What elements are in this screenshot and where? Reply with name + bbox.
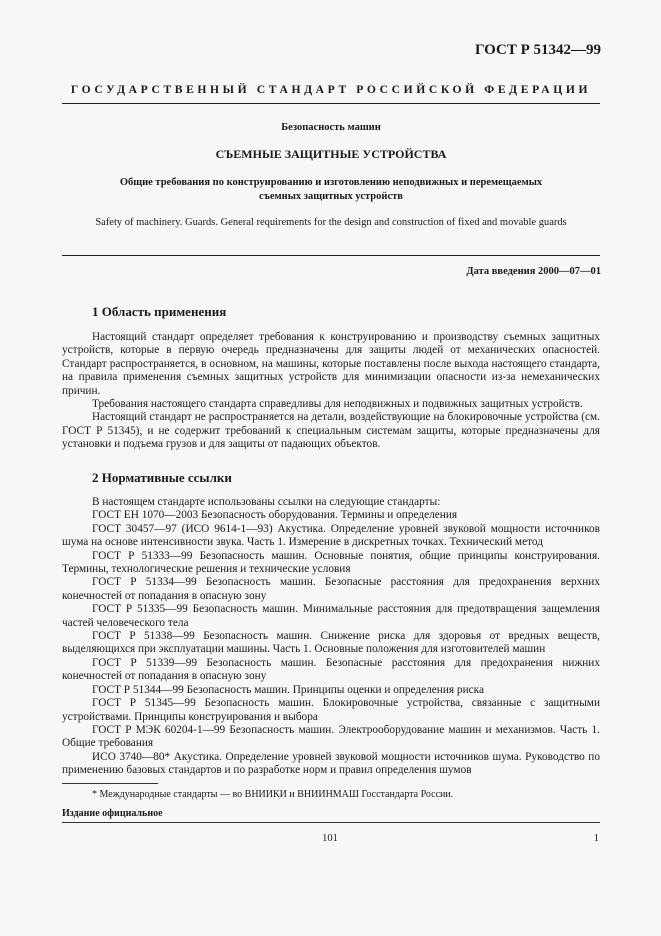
paragraph: Настоящий стандарт определяет требования к конструированию и производству съемных защитных устройств, которые в первую очередь предназначены для защиты людей от механических опасностей. Стандарт распространяется, в основном, на машины, которые поставлены после выхода настоящего стандарта, на правила применения съемных защитных устройств для минимизации опасности из-за немеханических причин.	[62, 331, 600, 397]
section-1-body	[62, 331, 600, 452]
paragraph: Настоящий стандарт не распространяется на детали, воздействующие на блокировочные устройства (см. ГОСТ Р 51345), и не содержит требований к специальным системам защиты, которые предназначены для установки и подъема грузов и для защиты от падающих объектов.	[62, 411, 600, 451]
footnote: * Международные стандарты — во ВНИИКИ и ВНИИНМАШ Госстандарта России.	[92, 789, 454, 800]
paragraph: В настоящем стандарте использованы ссылки на следующие стандарты:	[92, 496, 441, 508]
standard-title: СЪЕМНЫЕ ЗАЩИТНЫЕ УСТРОЙСТВА	[215, 147, 447, 161]
section-2-body	[62, 496, 600, 778]
reference-item: ГОСТ Р 51333—99 Безопасность машин. Основные понятия, общие принципы конструирования. Термины, технологические решения и технические условия	[62, 549, 600, 576]
standard-subtitle: Безопасность машин	[281, 122, 381, 133]
paragraph: Требования настоящего стандарта справедливы для неподвижных и подвижных защитных устройств.	[92, 398, 583, 411]
standard-general-title: Общие требования по конструированию и изготовлению неподвижных и перемещаемых съемных защитных устройств	[119, 177, 543, 202]
reference-item: ГОСТ Р 51338—99 Безопасность машин. Снижение риска для здоровья от вредных веществ, выделяющихся при эксплуатации машины. Часть 1. Основные положения для изготовителей машин	[62, 630, 600, 656]
reference-item: ИСО 3740—80* Акустика. Определение уровней звуковой мощности источников шума. Руководство по применению базовых стандартов и по разработке норм и правил определения шумов	[62, 750, 600, 777]
section-2-heading: 2 Нормативные ссылки	[92, 470, 232, 485]
header-divider	[62, 103, 600, 104]
title-divider	[62, 255, 600, 256]
reference-item: ГОСТ Р 51334—99 Безопасность машин. Безопасные расстояния для предохранения верхних конечностей от попадания в опасную зону	[62, 576, 600, 602]
sheet-number: 1	[593, 833, 599, 844]
document-number: ГОСТ Р 51342—99	[474, 42, 601, 58]
section-1-heading: 1 Область применения	[92, 304, 227, 319]
footnote-divider	[62, 783, 158, 784]
reference-item: ГОСТ Р 51344—99 Безопасность машин. Принципы оценки и определения риска	[92, 683, 484, 696]
reference-item: ГОСТ 30457—97 (ИСО 9614-1—93) Акустика. Определение уровней звуковой мощности источников шума на основе интенсивности звука. Часть 1. Измерение в дискретных точках. Технический метод	[62, 522, 600, 549]
page-number: 101	[322, 833, 338, 844]
reference-item: ГОСТ ЕН 1070—2003 Безопасность оборудования. Термины и определения	[92, 509, 458, 522]
official-edition-label: Издание официальное	[62, 808, 163, 819]
english-title: Safety of machinery. Guards. General requirements for the design and construction of fixed and movable guards	[95, 217, 567, 228]
reference-item: ГОСТ Р МЭК 60204-1—99 Безопасность машин. Электрооборудование машин и механизмов. Часть 1. Общие требования	[62, 723, 600, 750]
footer-divider	[62, 822, 600, 823]
effective-date: Дата введения 2000—07—01	[466, 266, 601, 277]
reference-item: ГОСТ Р 51335—99 Безопасность машин. Минимальные расстояния для предотвращения защемления частей человеческого тела	[62, 603, 600, 629]
reference-item: ГОСТ Р 51339—99 Безопасность машин. Безопасные расстояния для предохранения нижних конечностей от попадания в опасную зону	[62, 656, 600, 683]
state-standard-banner: ГОСУДАРСТВЕННЫЙ СТАНДАРТ РОССИЙСКОЙ ФЕДЕРАЦИИ	[70, 83, 592, 96]
reference-item: ГОСТ Р 51345—99 Безопасность машин. Блокировочные устройства, связанные с защитными устройствами. Принципы конструирования и выбора	[62, 697, 600, 723]
